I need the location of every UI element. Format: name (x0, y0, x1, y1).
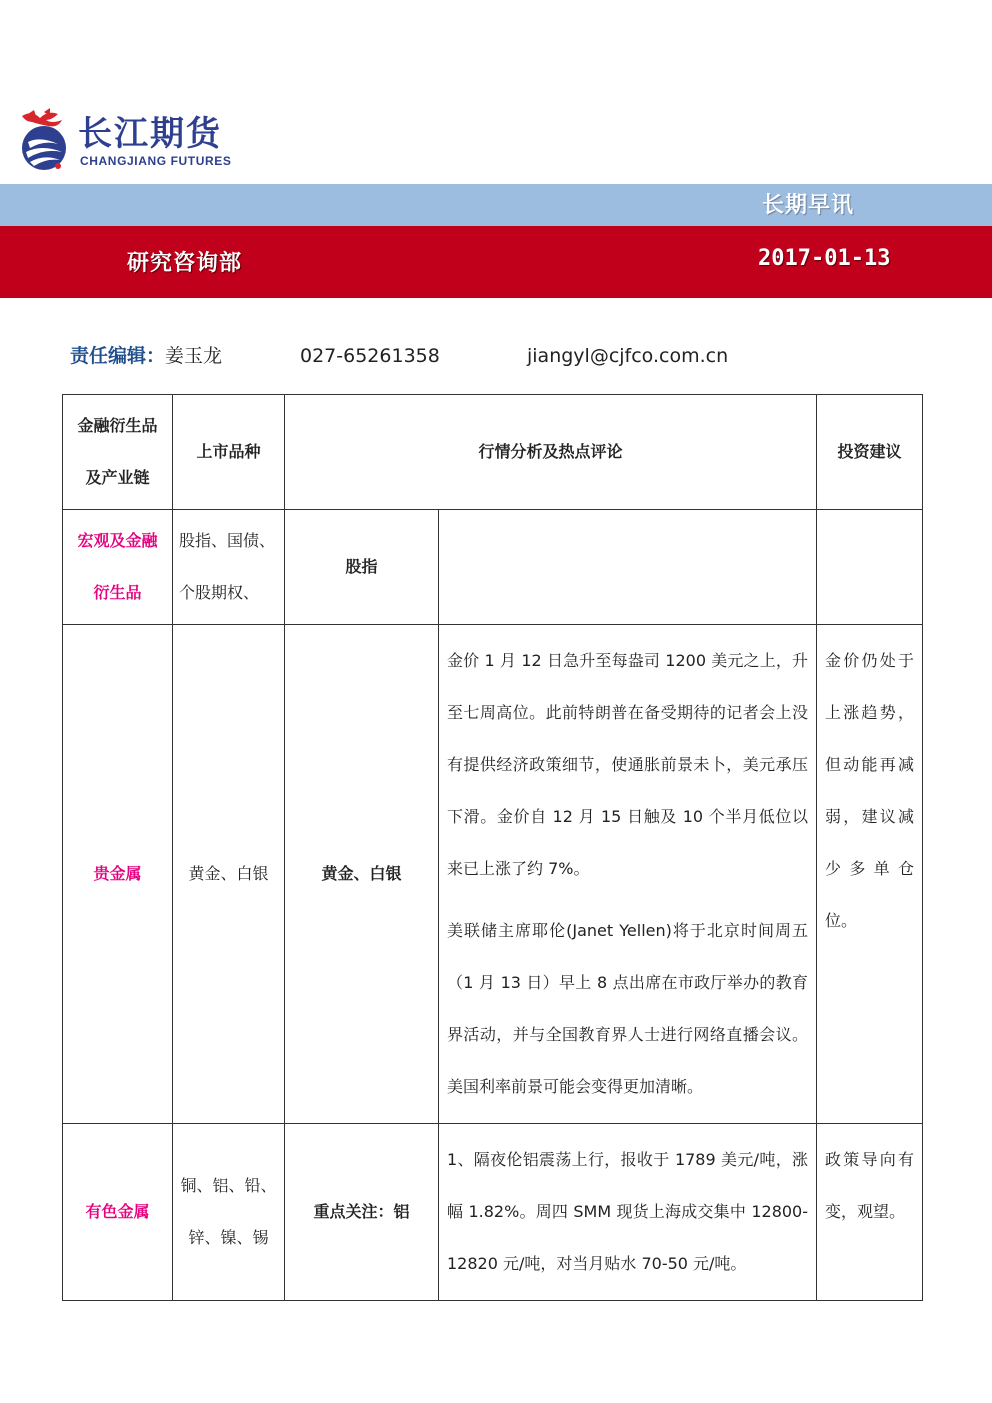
brand-name-cn: 长江期货 (78, 114, 222, 154)
header-analysis: 行情分析及热点评论 (285, 395, 817, 510)
row-advice: 政策导向有变，观望。 (817, 1124, 923, 1301)
row-category: 有色金属 (63, 1124, 173, 1301)
row-analysis (439, 625, 817, 1124)
row-advice (817, 510, 923, 625)
table-row (63, 1124, 923, 1301)
row-varieties: 铜、铝、铅、锌、镍、锡 (173, 1124, 285, 1301)
row-analysis (439, 1124, 817, 1301)
title-band (0, 184, 992, 226)
table-row (63, 625, 923, 1124)
brief-title: 长期早讯 (762, 193, 855, 218)
market-table (62, 394, 923, 1301)
header-category: 金融衍生品及产业链 (63, 395, 173, 510)
brand-name-en: CHANGJIANG FUTURES (80, 154, 232, 168)
row-focus: 黄金、白银 (285, 625, 439, 1124)
department-band (0, 226, 992, 298)
header-advice: 投资建议 (817, 395, 923, 510)
editor-name: 姜玉龙 (165, 345, 223, 367)
editor-email[interactable]: jiangyl@cjfco.com.cn (527, 345, 729, 367)
row-advice: 金价仍处于上涨趋势，但动能再减弱，建议减少多单仓位。 (817, 625, 923, 1124)
row-category: 贵金属 (63, 625, 173, 1124)
row-varieties: 股指、国债、个股期权、 (173, 510, 285, 625)
table-row (63, 510, 923, 625)
header-varieties: 上市品种 (173, 395, 285, 510)
table-header-row (63, 395, 923, 510)
analysis-paragraph: 1、隔夜伦铝震荡上行，报收于 1789 美元/吨，涨幅 1.82%。周四 SMM 现货上海成交集中 12800-12820 元/吨，对当月贴水 70-50 元/吨。 (447, 1150, 809, 1273)
editor-phone: 027-65261358 (300, 345, 440, 367)
editor-label: 责任编辑： (70, 345, 166, 367)
analysis-paragraph: 美联储主席耶伦(Janet Yellen)将于北京时间周五（1 月 13 日）早上 8 点出席在市政厅举办的教育界活动，并与全国教育界人士进行网络直播会议。美国利率前景可能会变得更加清晰。 (447, 921, 809, 1096)
editor-info (70, 342, 222, 370)
row-focus: 重点关注：铝 (285, 1124, 439, 1301)
company-logo (18, 108, 258, 174)
row-varieties: 黄金、白银 (173, 625, 285, 1124)
department-name: 研究咨询部 (127, 251, 243, 276)
row-category: 宏观及金融衍生品 (63, 510, 173, 625)
row-focus: 股指 (285, 510, 439, 625)
analysis-paragraph: 金价 1 月 12 日急升至每盎司 1200 美元之上，升至七周高位。此前特朗普在备受期待的记者会上没有提供经济政策细节，使通胀前景未卜，美元承压下滑。金价自 12 月 15 日触及 10 个半月低位以来已上涨了约 7%。 (447, 651, 809, 878)
report-date: 2017-01-13 (758, 246, 891, 271)
row-analysis (439, 510, 817, 625)
changjiang-logo-icon (18, 108, 74, 172)
